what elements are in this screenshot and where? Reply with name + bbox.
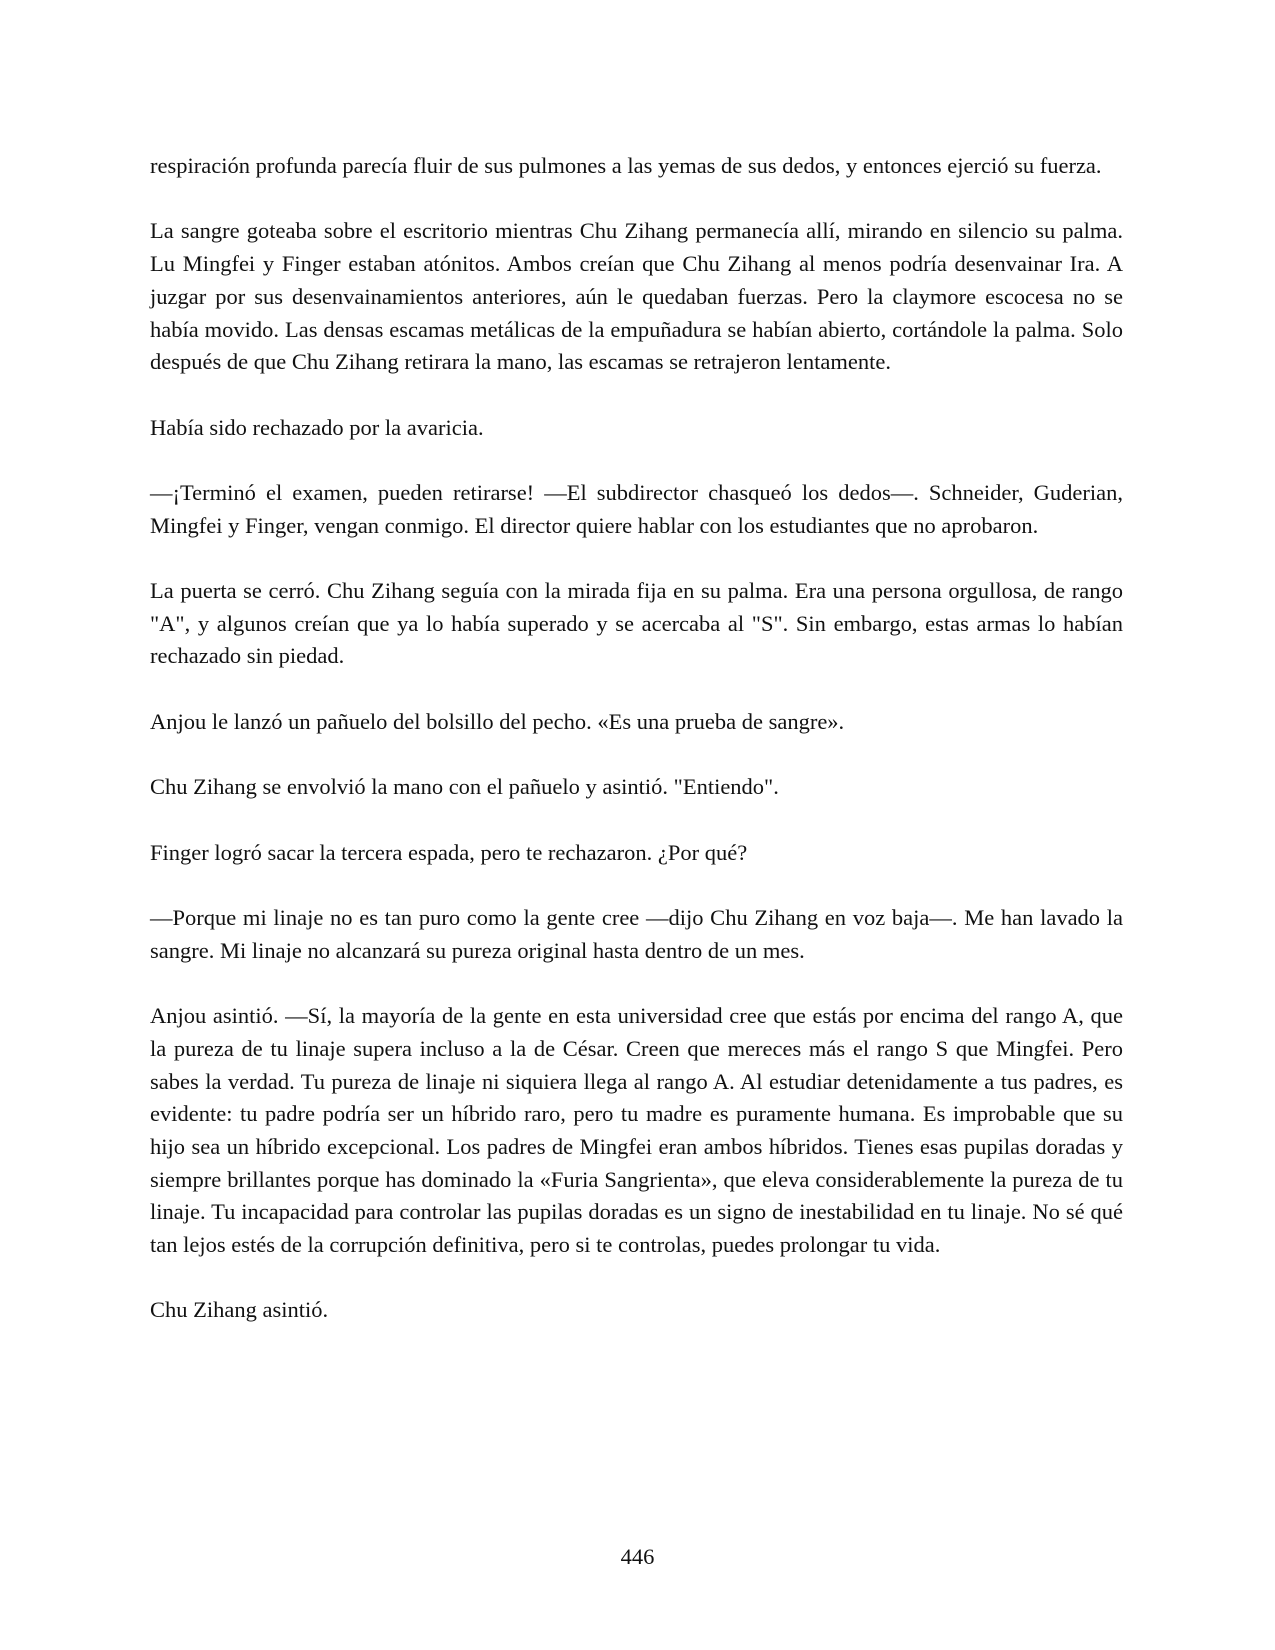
body-text [150,150,1123,1327]
paragraph: Chu Zihang se envolvió la mano con el pañuelo y asintió. "Entiendo". [150,774,779,800]
paragraph: La puerta se cerró. Chu Zihang seguía con la mirada fija en su palma. Era una persona orgullosa, de rango "A", y algunos creían que ya lo había superado y se acercaba al "S". Sin embargo, estas armas lo habían rechazado sin piedad. [150,578,1123,669]
paragraph: Había sido rechazado por la avaricia. [150,414,484,440]
paragraph: Finger logró sacar la tercera espada, pero te rechazaron. ¿Por qué? [150,839,748,865]
paragraph: La sangre goteaba sobre el escritorio mientras Chu Zihang permanecía allí, mirando en silencio su palma. Lu Mingfei y Finger estaban atónitos. Ambos creían que Chu Zihang al menos podría desenvainar Ira. A juzgar por sus desenvainamientos anteriores, aún le quedaban fuerzas. Pero la claymore escocesa no se había movido. Las densas escamas metálicas de la empuñadura se habían abierto, cortándole la palma. Solo después de que Chu Zihang retirara la mano, las escamas se retrajeron lentamente. [150,218,1123,375]
paragraph: respiración profunda parecía fluir de sus pulmones a las yemas de sus dedos, y entonces ejerció su fuerza. [150,153,1102,178]
page-number: 446 [620,1544,655,1569]
paragraph: —Porque mi linaje no es tan puro como la gente cree —dijo Chu Zihang en voz baja—. Me han lavado la sangre. Mi linaje no alcanzará su pureza original hasta dentro de un mes. [150,905,1123,963]
paragraph: —¡Terminó el examen, pueden retirarse! —El subdirector chasqueó los dedos—. Schneider, Guderian, Mingfei y Finger, vengan conmigo. El director quiere hablar con los estudiantes que no aprobaron. [150,479,1123,538]
paragraph: Anjou asintió. —Sí, la mayoría de la gente en esta universidad cree que estás por encima del rango A, que la pureza de tu linaje supera incluso a la de César. Creen que mereces más el rango S que Mingfei. Pero sabes la verdad. Tu pureza de linaje ni siquiera llega al rango A. Al estudiar detenidamente a tus padres, es evidente: tu padre podría ser un híbrido raro, pero tu madre es puramente humana. Es improbable que su hijo sea un híbrido excepcional. Los padres de Mingfei eran ambos híbridos. Tienes esas pupilas doradas y siempre brillantes porque has dominado la «Furia Sangrienta», que eleva considerablemente la pureza de tu linaje. Tu incapacidad para controlar las pupilas doradas es un signo de inestabilidad en tu linaje. No sé qué tan lejos estés de la corrupción definitiva, pero si te controlas, puedes prolongar tu vida. [150,1003,1123,1258]
paragraph: Anjou le lanzó un pañuelo del bolsillo del pecho. «Es una prueba de sangre». [150,708,845,734]
paragraph: Chu Zihang asintió. [150,1297,329,1323]
